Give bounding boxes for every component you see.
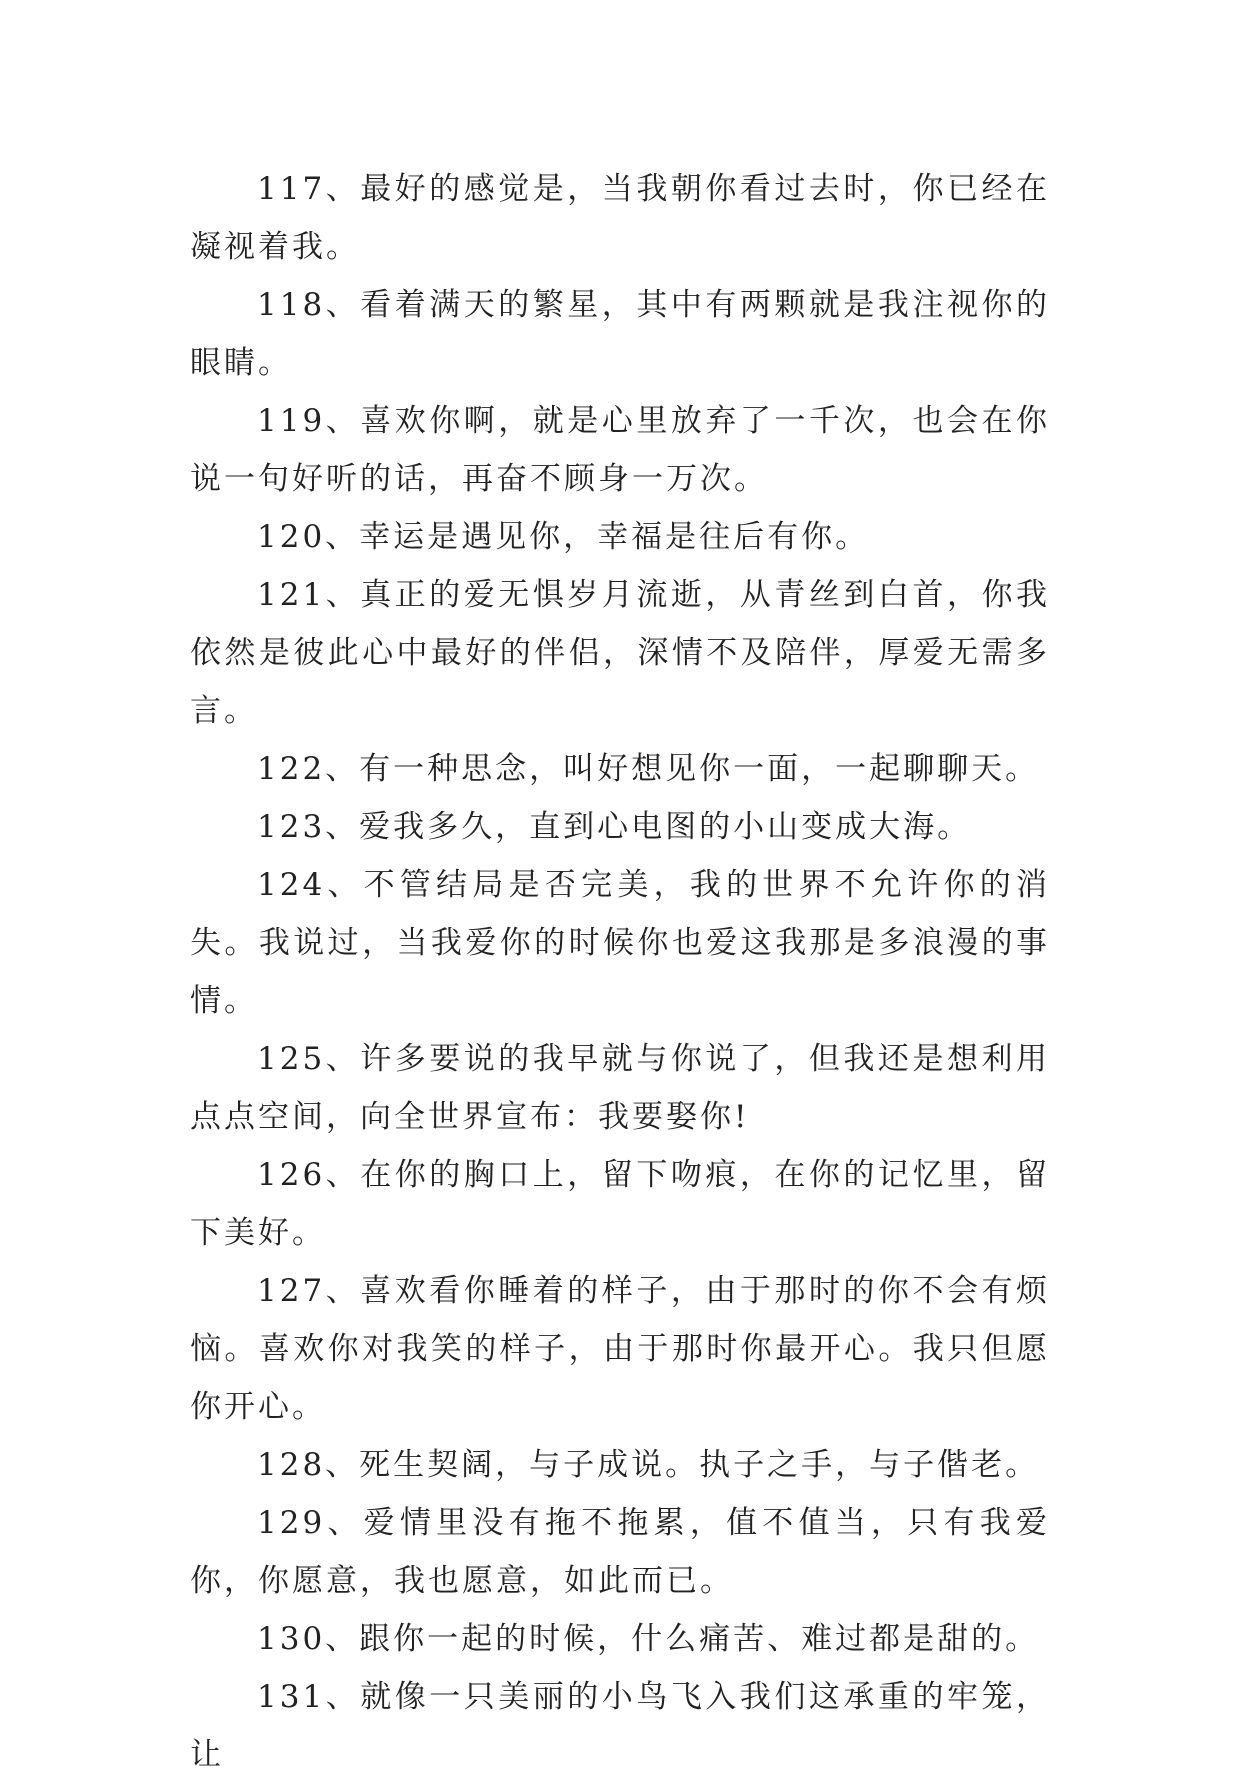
paragraph-130: 130、跟你一起的时候，什么痛苦、难过都是甜的。 bbox=[257, 1621, 1040, 1657]
paragraph-122: 122、有一种思念，叫好想见你一面，一起聊聊天。 bbox=[257, 751, 1040, 787]
paragraph-124: 124、不管结局是否完美，我的世界不允许你的消失。我说过，当我爱你的时候你也爱这我那是多浪漫的事情。 bbox=[190, 867, 1050, 1019]
paragraph-118: 118、看着满天的繁星，其中有两颗就是我注视你的眼睛。 bbox=[190, 287, 1050, 381]
paragraph-129: 129、爱情里没有拖不拖累，值不值当，只有我爱你，你愿意，我也愿意，如此而已。 bbox=[190, 1505, 1050, 1599]
paragraph-128: 128、死生契阔，与子成说。执子之手，与子偕老。 bbox=[257, 1447, 1040, 1483]
paragraph-119: 119、喜欢你啊，就是心里放弃了一千次，也会在你说一句好听的话，再奋不顾身一万次。 bbox=[190, 403, 1050, 497]
paragraph-126: 126、在你的胸口上，留下吻痕，在你的记忆里，留下美好。 bbox=[190, 1157, 1050, 1251]
paragraph-120: 120、幸运是遇见你，幸福是往后有你。 bbox=[257, 519, 870, 555]
paragraph-123: 123、爱我多久，直到心电图的小山变成大海。 bbox=[257, 809, 972, 845]
paragraph-127: 127、喜欢看你睡着的样子，由于那时的你不会有烦恼。喜欢你对我笑的样子，由于那时你最开心。我只但愿你开心。 bbox=[190, 1273, 1050, 1425]
paragraph-125: 125、许多要说的我早就与你说了，但我还是想利用点点空间，向全世界宣布：我要娶你! bbox=[190, 1041, 1050, 1135]
document-body bbox=[190, 160, 1050, 1784]
paragraph-117: 117、最好的感觉是，当我朝你看过去时，你已经在凝视着我。 bbox=[190, 171, 1050, 265]
paragraph-121: 121、真正的爱无惧岁月流逝，从青丝到白首，你我依然是彼此心中最好的伴侣，深情不及陪伴，厚爱无需多言。 bbox=[190, 577, 1050, 729]
paragraph-131: 131、就像一只美丽的小鸟飞入我们这承重的牢笼，让 bbox=[190, 1679, 1050, 1773]
